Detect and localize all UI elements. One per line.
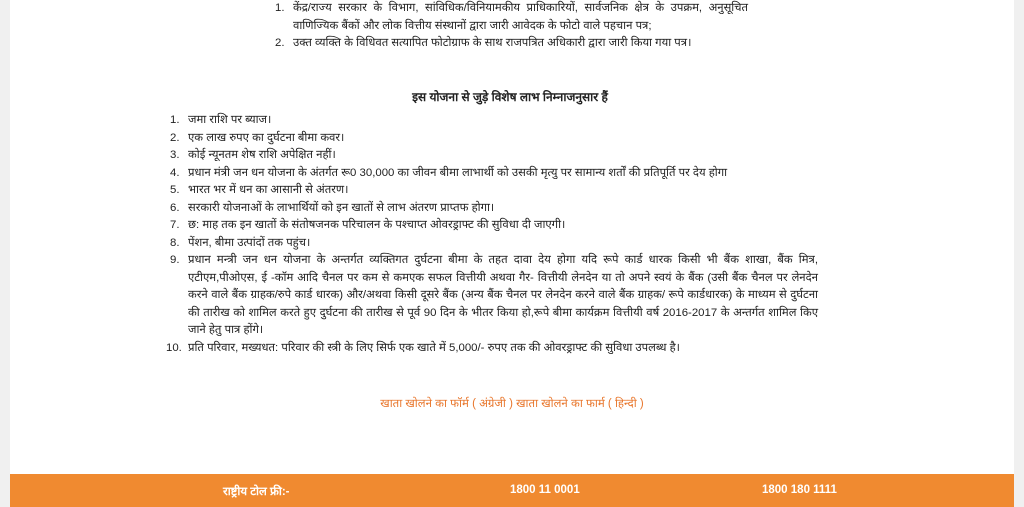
list-text: भारत भर में धन का आसानी से अंतरण। xyxy=(188,184,349,196)
list-number: 3. xyxy=(170,149,180,161)
list-item xyxy=(170,200,818,218)
left-margin xyxy=(0,0,10,507)
right-margin xyxy=(1014,0,1024,507)
list-number: 9. xyxy=(170,254,180,266)
list-item xyxy=(170,235,818,253)
document-list xyxy=(275,0,748,53)
list-item xyxy=(166,340,818,358)
list-item xyxy=(170,165,818,183)
benefits-heading-text: इस योजना से जुड़े विशेष लाभ निम्नाजनुसार हैं xyxy=(412,90,608,104)
list-item xyxy=(275,0,748,35)
list-text: केंद्र/राज्य सरकार के विभाग, सांविधिक/विनियामकीय प्राधिकारियों, सार्वजनिक क्षेत्र के उपक्रम, अनुसूचित वाणिज्यिक बैंकों और लोक वित्तीय संस्थानों द्वारा जारी आवेदक के फोटो वाले पहचान पत्र; xyxy=(293,2,748,32)
list-item xyxy=(170,217,818,235)
list-number: 6. xyxy=(170,201,180,214)
list-item xyxy=(170,252,818,340)
list-number: 4. xyxy=(170,166,180,179)
list-text: एक लाख रुपए का दुर्घटना बीमा कवर। xyxy=(188,131,345,144)
list-number: 1. xyxy=(170,114,180,126)
list-text: पेंशन, बीमा उत्पांदों तक पहुंच। xyxy=(188,236,311,249)
list-item xyxy=(170,147,818,165)
toll-free-footer xyxy=(10,474,1014,507)
list-text: प्रति परिवार, मख्यधत: परिवार की स्त्री के लिए सिर्फ एक खाते में 5,000/- रुपए तक की ओवरड्राफ्ट की सुविधा उपलब्ध है। xyxy=(188,341,680,354)
list-text: जमा राशि पर ब्याज। xyxy=(188,114,272,126)
list-item xyxy=(170,130,818,148)
list-number: 7. xyxy=(170,219,180,231)
list-text: सरकारी योजनाओं के लाभार्थियों को इन खातों से लाभ अंतरण प्राप्तफ होगा। xyxy=(188,201,495,214)
list-number: 8. xyxy=(170,236,180,249)
benefits-list xyxy=(166,112,818,357)
toll-free-label: राष्ट्रीय टोल फ्री:- xyxy=(223,486,290,498)
english-form-link[interactable]: खाता खोलने का फॉर्म ( अंग्रेजी ) xyxy=(380,398,513,410)
list-number: 2. xyxy=(170,131,180,144)
list-item xyxy=(170,112,818,130)
list-number: 10. xyxy=(166,341,182,354)
list-number: 2. xyxy=(275,37,285,49)
list-text: उक्त व्यक्ति के विधिवत सत्यापित फोटोग्राफ के साथ राजपत्रित अधिकारी द्वारा जारी किया गया पत्र। xyxy=(293,37,692,49)
list-item xyxy=(275,35,748,53)
toll-free-number-2: 1800 180 1111 xyxy=(762,484,837,496)
list-item xyxy=(170,182,818,200)
form-links xyxy=(0,396,1024,411)
list-text: प्रधान मन्त्री जन धन योजना के अन्तर्गत व्यक्तिगत दुर्घटना बीमा के तहत दावा देय होगा यदि रूपे कार्ड धारक किसी भी बैंक शाखा, बैंक मित्र, एटीएम,पीओएस, ई -कॉम आदि चैनल पर कम से कमएक सफल वित्तीयी अथवा गैर- वित्तीयी लेनदेन या तो अपने स्वयं के बैंक (उसी बैंक चैनल पर लेनदेन करने वाले बैंक ग्राहक/रुपे कार्ड धारक) और/अथवा किसी दूसरे बैंक (अन्य बैंक चैनल पर लेनदेन करने वाले बैंक ग्राहक/ रूपे कार्डधारक) के माध्यम से दुर्घटना की तारीख को शामिल करते हुए दुर्घटना की तारीख से पूर्व 90 दिन के भीतर किया हो,रूपे बीमा कार्यक्रम वित्तीयी वर्ष 2016-2017 के अन्तर्गत शामिल किए जाने हेतु पात्र होंगे। xyxy=(188,254,818,336)
list-text: कोई न्यूनतम शेष राशि अपेक्षित नहीं। xyxy=(188,149,336,161)
hindi-form-link[interactable]: खाता खोलने का फार्म ( हिन्दी ) xyxy=(516,398,644,410)
list-text: प्रधान मंत्री जन धन योजना के अंतर्गत रू0 30,000 का जीवन बीमा लाभार्थी को उसकी मृत्यु पर सामान्य शर्तों की प्रतिपूर्ति पर देय होगा xyxy=(188,166,728,179)
toll-free-number-1: 1800 11 0001 xyxy=(510,484,580,496)
list-number: 5. xyxy=(170,184,180,196)
list-number: 1. xyxy=(275,2,285,14)
benefits-heading xyxy=(0,88,1024,105)
list-text: छ: माह तक इन खातों के संतोषजनक परिचालन के पश्चाप्त ओवरड्राफ्ट की सुविधा दी जाएगी। xyxy=(188,219,566,231)
